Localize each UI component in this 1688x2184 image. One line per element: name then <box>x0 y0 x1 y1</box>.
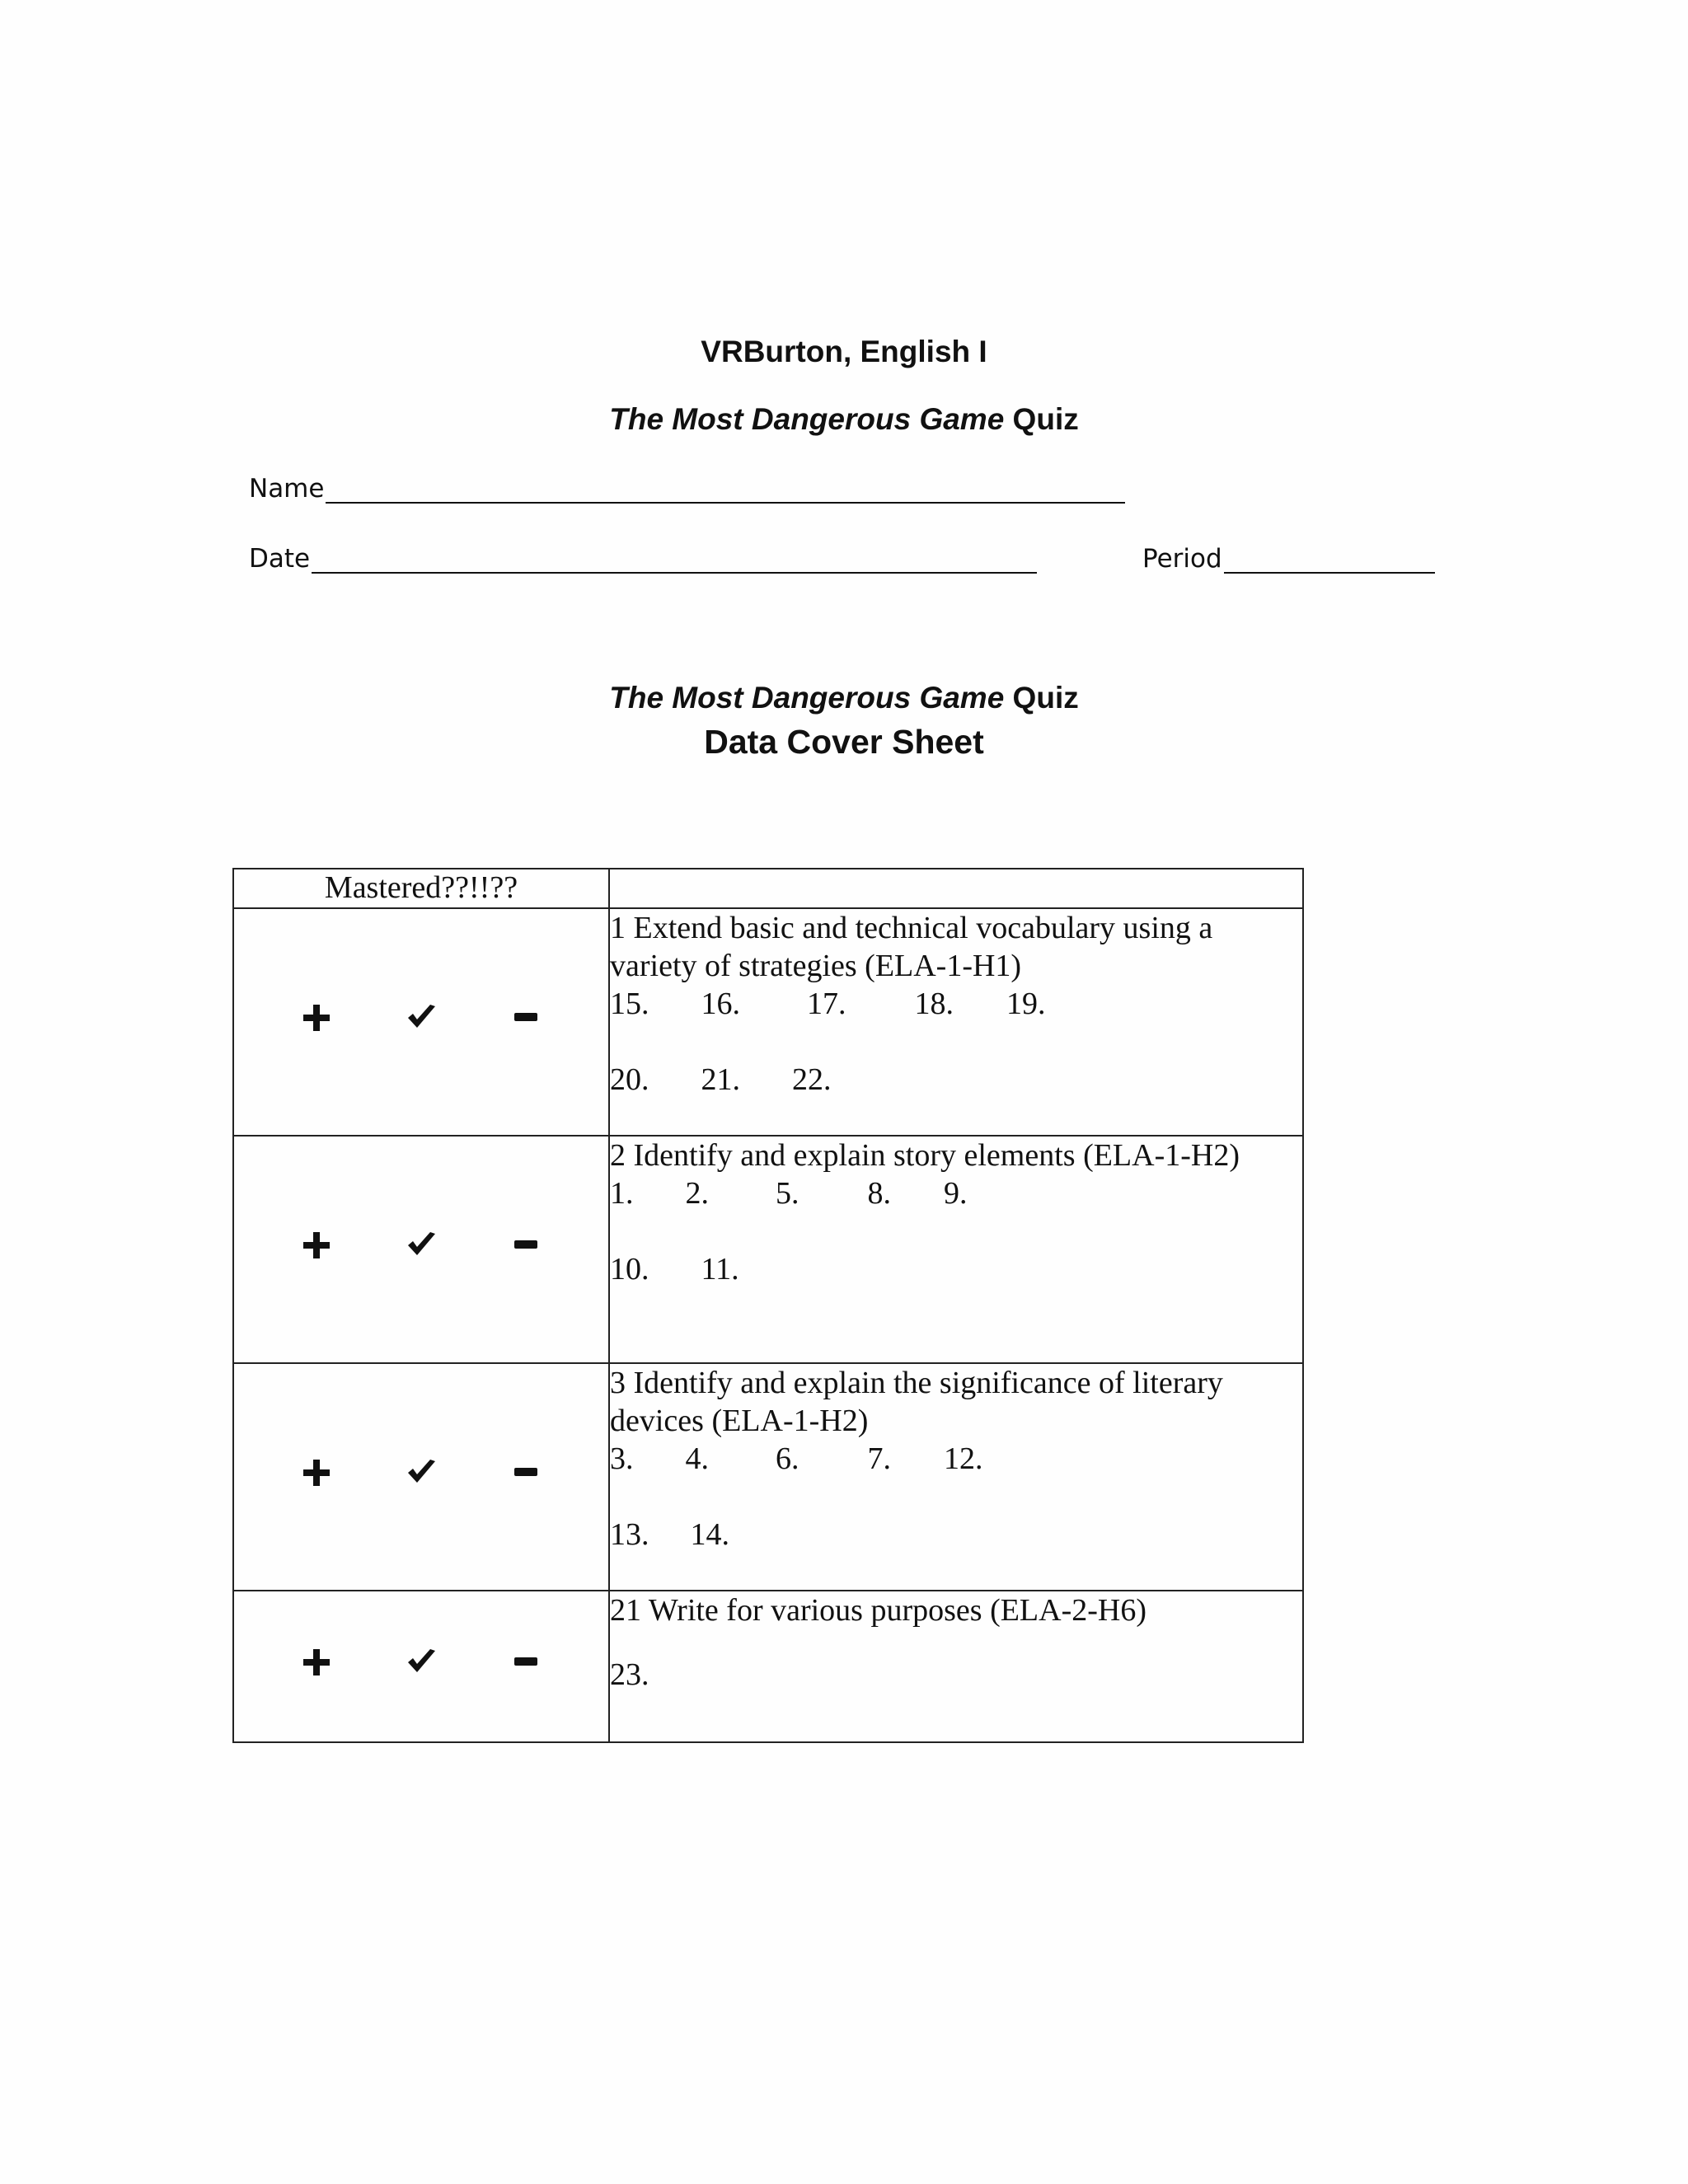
question-number: 8. <box>867 1176 891 1211</box>
question-number: 20. <box>610 1062 649 1097</box>
question-number: 18. <box>914 987 954 1021</box>
question-number: 14. <box>690 1517 729 1552</box>
plus-icon[interactable] <box>300 1229 333 1262</box>
question-number: 2. <box>685 1176 709 1211</box>
question-number: 21. <box>701 1062 740 1097</box>
plus-icon[interactable] <box>300 1001 333 1034</box>
standard-text: 3 Identify and explain the significance of literary devices (ELA-1-H2) <box>610 1366 1223 1438</box>
question-number: 17. <box>807 987 846 1021</box>
table-row <box>233 1136 1303 1363</box>
cover-quiz-title <box>0 681 1688 715</box>
standard-text: 2 Identify and explain story elements (ELA-1-H2) <box>610 1138 1240 1173</box>
cover-title-italic: The Most Dangerous Game <box>609 681 1005 715</box>
question-numbers-line <box>610 1656 1302 1694</box>
cover-subtitle: Data Cover Sheet <box>704 723 984 761</box>
standard-header <box>609 869 1303 908</box>
cover-title-rest: Quiz <box>1004 681 1079 715</box>
quiz-title-italic: The Most Dangerous Game <box>609 402 1005 436</box>
table-row <box>233 1363 1303 1591</box>
plus-icon[interactable] <box>300 1646 333 1679</box>
question-number: 4. <box>685 1441 709 1476</box>
minus-icon[interactable] <box>509 1646 542 1679</box>
mastered-header: Mastered??!!?? <box>233 869 609 908</box>
check-icon[interactable] <box>405 1229 438 1262</box>
question-number: 6. <box>776 1441 799 1476</box>
date-label: Date <box>249 544 311 574</box>
question-number: 22. <box>792 1062 832 1097</box>
mastery-rating-cell <box>233 908 609 1136</box>
question-numbers-line <box>610 1061 1302 1099</box>
question-number: 3. <box>610 1441 634 1476</box>
question-number: 15. <box>610 987 649 1021</box>
question-number: 12. <box>944 1441 983 1476</box>
date-field[interactable] <box>249 544 1037 574</box>
minus-icon[interactable] <box>509 1456 542 1489</box>
standard-cell <box>609 1363 1303 1591</box>
standard-cell <box>609 908 1303 1136</box>
course-heading: VRBurton, English I <box>701 335 987 368</box>
period-blank[interactable] <box>1224 547 1435 574</box>
question-number: 7. <box>867 1441 891 1476</box>
table-row <box>233 1591 1303 1742</box>
question-number: 10. <box>610 1252 649 1286</box>
question-numbers-line <box>610 985 1302 1023</box>
name-blank[interactable] <box>326 477 1125 504</box>
period-label: Period <box>1142 544 1222 574</box>
question-numbers-line <box>610 1174 1302 1212</box>
mastery-table <box>232 868 1304 1743</box>
standard-text: 21 Write for various purposes (ELA-2-H6) <box>610 1593 1146 1628</box>
check-icon[interactable] <box>405 1456 438 1489</box>
name-field[interactable] <box>249 474 1125 504</box>
table-header-row <box>233 869 1303 908</box>
minus-icon[interactable] <box>509 1001 542 1034</box>
standard-text: 1 Extend basic and technical vocabulary using a variety of strategies (ELA-1-H1) <box>610 911 1213 983</box>
question-numbers-line <box>610 1250 1302 1288</box>
quiz-title-rest: Quiz <box>1004 402 1079 436</box>
mastery-rating-cell <box>233 1591 609 1742</box>
question-number: 9. <box>944 1176 968 1211</box>
question-number: 23. <box>610 1657 649 1692</box>
question-number: 16. <box>701 987 740 1021</box>
check-icon[interactable] <box>405 1646 438 1679</box>
question-number: 13. <box>610 1517 649 1552</box>
question-number: 1. <box>610 1176 634 1211</box>
question-numbers-line <box>610 1440 1302 1478</box>
table-row <box>233 908 1303 1136</box>
standard-cell <box>609 1591 1303 1742</box>
check-icon[interactable] <box>405 1001 438 1034</box>
plus-icon[interactable] <box>300 1456 333 1489</box>
minus-icon[interactable] <box>509 1229 542 1262</box>
name-label: Name <box>249 474 325 504</box>
question-number: 19. <box>1006 987 1046 1021</box>
period-field[interactable] <box>1142 544 1435 574</box>
mastery-rating-cell <box>233 1363 609 1591</box>
standard-cell <box>609 1136 1303 1363</box>
question-numbers-line <box>610 1516 1302 1554</box>
quiz-title <box>0 402 1688 437</box>
question-number: 11. <box>701 1252 739 1286</box>
mastery-rating-cell <box>233 1136 609 1363</box>
date-blank[interactable] <box>312 547 1037 574</box>
question-number: 5. <box>776 1176 799 1211</box>
